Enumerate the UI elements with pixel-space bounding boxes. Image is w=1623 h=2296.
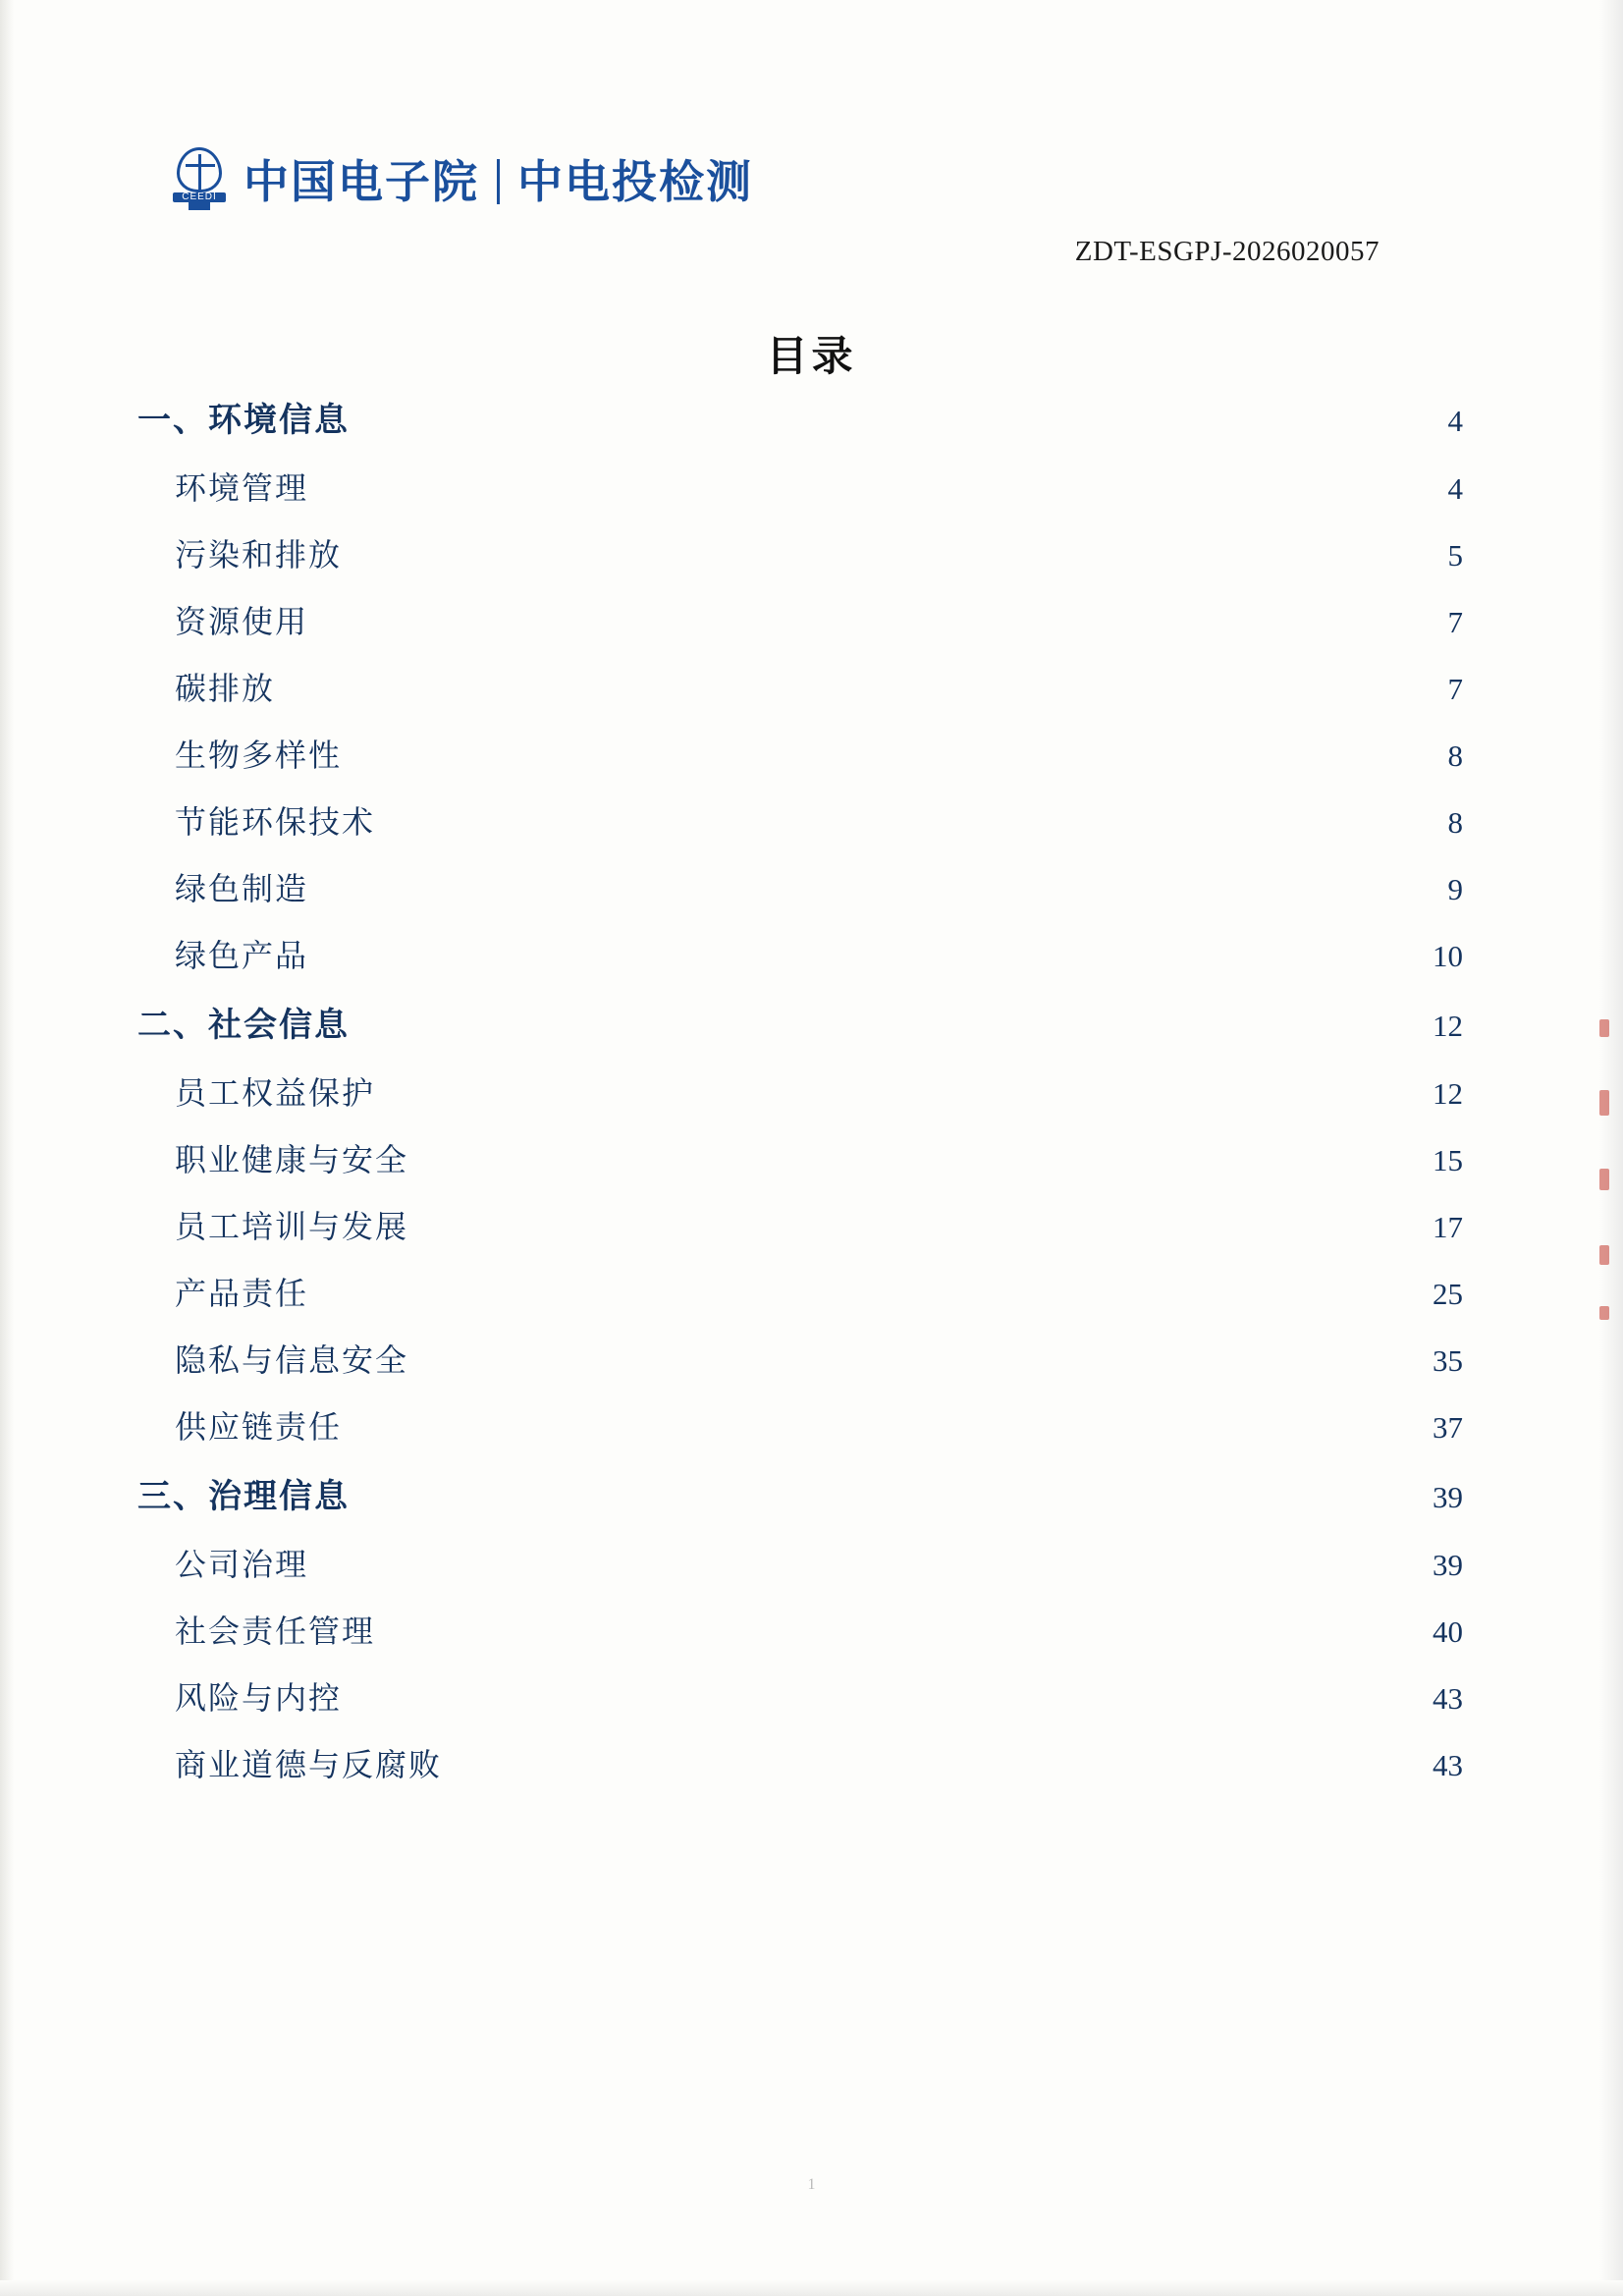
- toc-leader: [383, 1097, 1404, 1098]
- toc-entry[interactable]: [137, 731, 1463, 797]
- toc-entry-page: 37: [1433, 1410, 1463, 1445]
- toc-entry-page: 12: [1433, 1076, 1463, 1111]
- toc-entry-label: 职业健康与安全: [175, 1142, 409, 1177]
- toc-leader: [357, 424, 1404, 425]
- toc-entry-label: 一、环境信息: [137, 402, 350, 439]
- logo-primary-name: 中国电子院: [243, 156, 479, 207]
- toc-entry-page: 8: [1447, 738, 1463, 773]
- toc-entry[interactable]: [137, 393, 1463, 464]
- toc-leader: [357, 1501, 1404, 1502]
- toc-entry-label: 碳排放: [175, 671, 276, 706]
- toc-entry-label: 风险与内控: [175, 1680, 343, 1716]
- toc-entry-label: 节能环保技术: [175, 804, 376, 840]
- toc-entry[interactable]: [137, 530, 1463, 597]
- toc-entry-label: 产品责任: [175, 1276, 309, 1311]
- toc-entry-page: 7: [1447, 605, 1463, 639]
- toc-entry[interactable]: [137, 1269, 1463, 1336]
- toc-entry-page: 39: [1433, 1480, 1463, 1514]
- toc-entry[interactable]: [137, 1402, 1463, 1469]
- toc-entry-label: 绿色制造: [175, 871, 309, 906]
- margin-annotation-mark: [1599, 1169, 1609, 1190]
- toc-entry-label: 隐私与信息安全: [175, 1342, 409, 1378]
- toc-leader: [416, 1364, 1404, 1365]
- toc-entry-page: 15: [1433, 1143, 1463, 1177]
- toc-leader: [357, 1029, 1404, 1030]
- toc-entry-page: 35: [1433, 1343, 1463, 1378]
- toc-entry[interactable]: [137, 998, 1463, 1068]
- toc-entry[interactable]: [137, 664, 1463, 731]
- toc-leader: [383, 1635, 1404, 1636]
- toc-entry-page: 4: [1447, 404, 1463, 438]
- toc-entry-label: 员工权益保护: [175, 1075, 376, 1111]
- toc-entry[interactable]: [137, 464, 1463, 530]
- toc-entry[interactable]: [137, 1202, 1463, 1269]
- toc-leader: [316, 492, 1404, 493]
- toc-leader: [416, 1230, 1404, 1231]
- toc-entry-page: 5: [1447, 538, 1463, 573]
- margin-annotation-mark: [1599, 1245, 1609, 1265]
- toc-entry-label: 污染和排放: [175, 537, 343, 573]
- toc-entry-label: 三、治理信息: [137, 1478, 350, 1515]
- toc-entry-page: 40: [1433, 1614, 1463, 1649]
- toc-leader: [283, 692, 1404, 693]
- toc-entry-page: 43: [1433, 1748, 1463, 1782]
- toc-entry[interactable]: [137, 931, 1463, 998]
- toc-entry[interactable]: [137, 1740, 1463, 1807]
- toc-leader: [316, 959, 1404, 960]
- document-code: ZDT-ESGPJ-2026020057: [1074, 236, 1380, 267]
- toc-leader: [350, 759, 1404, 760]
- toc-leader: [316, 893, 1404, 894]
- toc-entry-page: 43: [1433, 1681, 1463, 1716]
- document-header: [169, 145, 753, 218]
- toc-entry-label: 二、社会信息: [137, 1007, 350, 1044]
- toc-leader: [383, 826, 1404, 827]
- toc-entry[interactable]: [137, 797, 1463, 864]
- toc-leader: [350, 559, 1404, 560]
- toc-entry-label: 供应链责任: [175, 1409, 343, 1445]
- toc-entry-page: 7: [1447, 672, 1463, 706]
- toc-entry-page: 39: [1433, 1548, 1463, 1582]
- toc-entry-page: 12: [1433, 1009, 1463, 1043]
- toc-entry-label: 员工培训与发展: [175, 1209, 409, 1244]
- logo-monogram-label: CEEDI: [182, 191, 217, 202]
- table-of-contents: [137, 393, 1463, 1807]
- ceedi-logo-icon: [169, 145, 230, 218]
- toc-entry-page: 25: [1433, 1277, 1463, 1311]
- toc-entry-page: 17: [1433, 1210, 1463, 1244]
- toc-entry[interactable]: [137, 864, 1463, 931]
- toc-entry[interactable]: [137, 1607, 1463, 1673]
- toc-entry-page: 4: [1447, 471, 1463, 506]
- toc-leader: [416, 1164, 1404, 1165]
- toc-leader: [350, 1702, 1404, 1703]
- toc-entry-label: 环境管理: [175, 470, 309, 506]
- toc-leader: [316, 626, 1404, 627]
- margin-annotation-mark: [1599, 1306, 1609, 1320]
- scan-edge-bottom: [0, 2280, 1623, 2296]
- page-number: 1: [807, 2176, 816, 2193]
- toc-entry[interactable]: [137, 597, 1463, 664]
- toc-entry-label: 公司治理: [175, 1547, 309, 1582]
- toc-entry-page: 9: [1447, 872, 1463, 906]
- toc-leader: [316, 1568, 1404, 1569]
- toc-entry[interactable]: [137, 1673, 1463, 1740]
- toc-entry[interactable]: [137, 1469, 1463, 1540]
- toc-entry-label: 商业道德与反腐败: [175, 1747, 443, 1782]
- logo-secondary-name: 中电投检测: [517, 156, 753, 207]
- toc-entry-page: 10: [1433, 939, 1463, 973]
- toc-entry-page: 8: [1447, 805, 1463, 840]
- toc-entry-label: 社会责任管理: [175, 1613, 376, 1649]
- toc-entry[interactable]: [137, 1336, 1463, 1402]
- toc-entry[interactable]: [137, 1540, 1463, 1607]
- toc-leader: [450, 1769, 1404, 1770]
- margin-annotation-mark: [1599, 1019, 1609, 1037]
- toc-entry[interactable]: [137, 1068, 1463, 1135]
- margin-annotation-mark: [1599, 1090, 1609, 1116]
- toc-leader: [316, 1297, 1404, 1298]
- toc-entry[interactable]: [137, 1135, 1463, 1202]
- toc-leader: [350, 1431, 1404, 1432]
- logo-divider: [497, 159, 500, 204]
- toc-entry-label: 资源使用: [175, 604, 309, 639]
- toc-entry-label: 生物多样性: [175, 738, 343, 773]
- page-title: 目录: [766, 333, 857, 379]
- toc-entry-label: 绿色产品: [175, 938, 309, 973]
